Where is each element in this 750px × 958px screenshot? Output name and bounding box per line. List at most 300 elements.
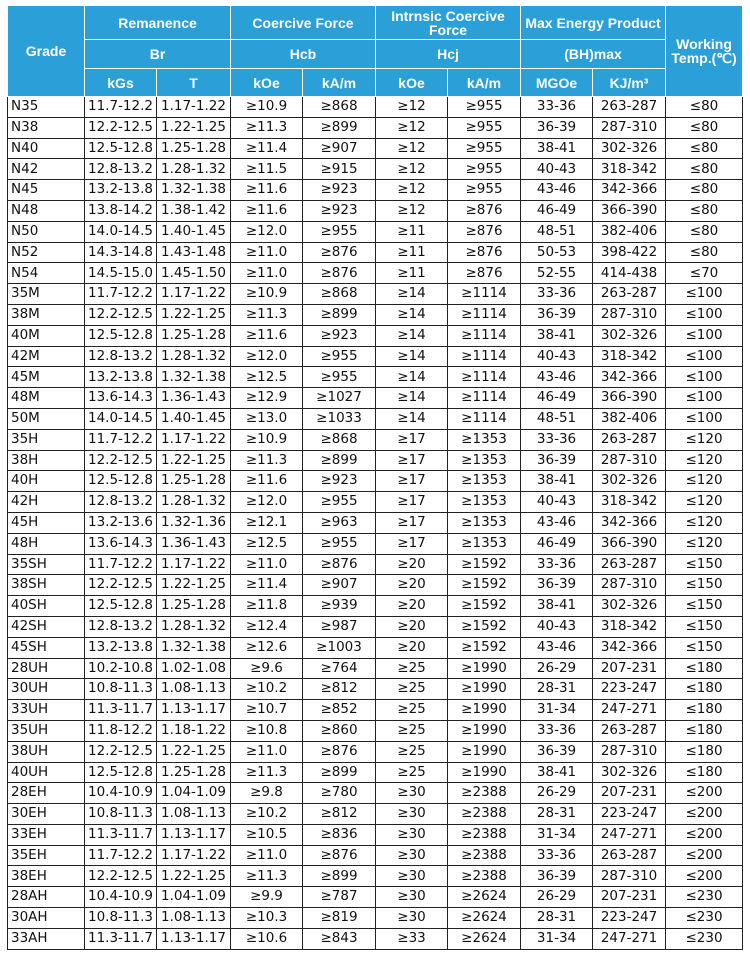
grade-cell: 33UH xyxy=(8,700,85,721)
grade-cell: 42M xyxy=(8,346,85,367)
hcj-kam-cell: ≥1990 xyxy=(448,762,521,783)
hcj-kam-cell: ≥2388 xyxy=(448,845,521,866)
br-kgs-cell: 10.8-11.3 xyxy=(85,908,157,929)
table-row xyxy=(8,596,743,617)
bhmax-kjm3-cell: 302-326 xyxy=(593,471,666,492)
br-t-cell: 1.13-1.17 xyxy=(157,824,231,845)
hcb-koe-cell: ≥12.4 xyxy=(231,616,303,637)
hcb-kam-cell: ≥955 xyxy=(303,533,376,554)
br-kgs-cell: 12.5-12.8 xyxy=(85,762,157,783)
grade-cell: 38M xyxy=(8,304,85,325)
hcj-kam-cell: ≥1353 xyxy=(448,492,521,513)
table-row xyxy=(8,824,743,845)
hcb-koe-cell: ≥10.5 xyxy=(231,824,303,845)
hcb-koe-cell: ≥10.3 xyxy=(231,908,303,929)
grade-cell: 42SH xyxy=(8,616,85,637)
br-kgs-cell: 14.0-14.5 xyxy=(85,221,157,242)
br-t-cell: 1.04-1.09 xyxy=(157,783,231,804)
br-t-cell: 1.32-1.36 xyxy=(157,512,231,533)
hcb-koe-cell: ≥12.9 xyxy=(231,388,303,409)
table-row xyxy=(8,866,743,887)
table-row xyxy=(8,637,743,658)
hcj-kam-cell: ≥2388 xyxy=(448,824,521,845)
hcj-kam-cell: ≥2388 xyxy=(448,804,521,825)
hcb-kam-cell: ≥843 xyxy=(303,928,376,949)
grade-cell: 38UH xyxy=(8,741,85,762)
bhmax-mgoe-cell: 31-34 xyxy=(521,700,593,721)
hcb-koe-cell: ≥11.0 xyxy=(231,242,303,263)
grade-cell: 35EH xyxy=(8,845,85,866)
bhmax-kjm3-cell: 207-231 xyxy=(593,658,666,679)
bhmax-kjm3-cell: 287-310 xyxy=(593,866,666,887)
hcb-koe-cell: ≥12.0 xyxy=(231,221,303,242)
br-t-cell: 1.36-1.43 xyxy=(157,533,231,554)
hcj-kam-cell: ≥1353 xyxy=(448,533,521,554)
working-temp-cell: ≤150 xyxy=(666,616,743,637)
bhmax-kjm3-cell: 342-366 xyxy=(593,367,666,388)
bhmax-mgoe-cell: 40-43 xyxy=(521,346,593,367)
bhmax-kjm3-cell: 263-287 xyxy=(593,554,666,575)
hcb-kam-cell: ≥939 xyxy=(303,596,376,617)
working-temp-cell: ≤80 xyxy=(666,242,743,263)
hcb-kam-cell: ≥899 xyxy=(303,762,376,783)
grade-cell: 30AH xyxy=(8,908,85,929)
hcj-kam-cell: ≥1990 xyxy=(448,679,521,700)
br-kgs-cell: 11.7-12.2 xyxy=(85,429,157,450)
br-t-cell: 1.25-1.28 xyxy=(157,471,231,492)
hcb-koe-cell: ≥11.0 xyxy=(231,554,303,575)
hcj-kam-cell: ≥876 xyxy=(448,263,521,284)
hcb-koe-cell: ≥12.1 xyxy=(231,512,303,533)
br-kgs-cell: 13.8-14.2 xyxy=(85,200,157,221)
hcj-kam-cell: ≥1592 xyxy=(448,616,521,637)
working-temp-cell: ≤230 xyxy=(666,928,743,949)
hcb-kam-cell: ≥780 xyxy=(303,783,376,804)
hcj-koe-cell: ≥25 xyxy=(376,658,448,679)
br-t-cell: 1.28-1.32 xyxy=(157,346,231,367)
max-energy-product-header: Max Energy Product xyxy=(521,6,666,40)
hcb-kam-cell: ≥868 xyxy=(303,97,376,118)
grade-cell: 38SH xyxy=(8,575,85,596)
table-row xyxy=(8,284,743,305)
hcj-koe-cell: ≥17 xyxy=(376,429,448,450)
hcb-symbol-header: Hcb xyxy=(231,40,376,69)
unit-header: MGOe xyxy=(521,69,593,97)
bhmax-kjm3-cell: 223-247 xyxy=(593,908,666,929)
bhmax-kjm3-cell: 247-271 xyxy=(593,824,666,845)
hcb-kam-cell: ≥923 xyxy=(303,180,376,201)
hcj-kam-cell: ≥1114 xyxy=(448,346,521,367)
br-t-cell: 1.17-1.22 xyxy=(157,554,231,575)
bhmax-mgoe-cell: 52-55 xyxy=(521,263,593,284)
bhmax-mgoe-cell: 28-31 xyxy=(521,908,593,929)
grade-cell: N50 xyxy=(8,221,85,242)
hcj-koe-cell: ≥25 xyxy=(376,720,448,741)
br-t-cell: 1.32-1.38 xyxy=(157,637,231,658)
hcb-kam-cell: ≥955 xyxy=(303,367,376,388)
br-t-cell: 1.25-1.28 xyxy=(157,596,231,617)
grade-header: Grade xyxy=(8,6,85,97)
bhmax-kjm3-cell: 342-366 xyxy=(593,180,666,201)
table-row xyxy=(8,554,743,575)
hcj-koe-cell: ≥30 xyxy=(376,908,448,929)
hcj-kam-cell: ≥955 xyxy=(448,159,521,180)
table-row xyxy=(8,575,743,596)
hcj-kam-cell: ≥1592 xyxy=(448,554,521,575)
hcj-koe-cell: ≥30 xyxy=(376,824,448,845)
working-temp-cell: ≤80 xyxy=(666,117,743,138)
br-kgs-cell: 11.7-12.2 xyxy=(85,284,157,305)
hcb-kam-cell: ≥860 xyxy=(303,720,376,741)
unit-header: kOe xyxy=(376,69,448,97)
hcj-kam-cell: ≥2388 xyxy=(448,866,521,887)
bhmax-mgoe-cell: 38-41 xyxy=(521,138,593,159)
grade-cell: 28AH xyxy=(8,887,85,908)
hcj-kam-cell: ≥955 xyxy=(448,97,521,118)
working-temp-cell: ≤80 xyxy=(666,180,743,201)
br-t-cell: 1.22-1.25 xyxy=(157,117,231,138)
table-row xyxy=(8,658,743,679)
br-kgs-cell: 12.5-12.8 xyxy=(85,596,157,617)
hcj-koe-cell: ≥17 xyxy=(376,512,448,533)
br-kgs-cell: 12.5-12.8 xyxy=(85,138,157,159)
bhmax-kjm3-cell: 302-326 xyxy=(593,325,666,346)
magnet-grade-table xyxy=(7,5,743,950)
bhmax-mgoe-cell: 36-39 xyxy=(521,866,593,887)
hcb-kam-cell: ≥923 xyxy=(303,200,376,221)
bhmax-mgoe-cell: 48-51 xyxy=(521,221,593,242)
working-temp-cell: ≤120 xyxy=(666,450,743,471)
working-temp-cell: ≤100 xyxy=(666,408,743,429)
table-row xyxy=(8,117,743,138)
working-temp-cell: ≤100 xyxy=(666,367,743,388)
hcj-koe-cell: ≥17 xyxy=(376,533,448,554)
working-temp-cell: ≤230 xyxy=(666,887,743,908)
hcj-kam-cell: ≥2624 xyxy=(448,908,521,929)
table-row xyxy=(8,783,743,804)
table-row xyxy=(8,720,743,741)
hcj-kam-cell: ≥1592 xyxy=(448,575,521,596)
bhmax-mgoe-cell: 43-46 xyxy=(521,637,593,658)
hcb-kam-cell: ≥923 xyxy=(303,471,376,492)
header-row-titles xyxy=(8,6,743,40)
unit-header: kA/m xyxy=(448,69,521,97)
hcj-kam-cell: ≥1592 xyxy=(448,637,521,658)
br-kgs-cell: 11.7-12.2 xyxy=(85,97,157,118)
hcb-koe-cell: ≥13.0 xyxy=(231,408,303,429)
working-temp-cell: ≤120 xyxy=(666,533,743,554)
br-kgs-cell: 12.2-12.5 xyxy=(85,866,157,887)
bhmax-kjm3-cell: 247-271 xyxy=(593,928,666,949)
bhmax-mgoe-cell: 28-31 xyxy=(521,804,593,825)
bhmax-mgoe-cell: 38-41 xyxy=(521,325,593,346)
working-temp-cell: ≤180 xyxy=(666,720,743,741)
hcb-koe-cell: ≥9.8 xyxy=(231,783,303,804)
bhmax-mgoe-cell: 46-49 xyxy=(521,533,593,554)
table-row xyxy=(8,242,743,263)
br-t-cell: 1.13-1.17 xyxy=(157,928,231,949)
hcb-koe-cell: ≥12.5 xyxy=(231,533,303,554)
working-temp-cell: ≤180 xyxy=(666,762,743,783)
br-kgs-cell: 10.4-10.9 xyxy=(85,887,157,908)
hcj-koe-cell: ≥20 xyxy=(376,596,448,617)
hcj-koe-cell: ≥30 xyxy=(376,866,448,887)
table-row xyxy=(8,700,743,721)
table-row xyxy=(8,887,743,908)
hcb-kam-cell: ≥812 xyxy=(303,804,376,825)
bhmax-mgoe-cell: 36-39 xyxy=(521,741,593,762)
hcb-koe-cell: ≥11.4 xyxy=(231,575,303,596)
working-temp-cell: ≤200 xyxy=(666,804,743,825)
br-t-cell: 1.08-1.13 xyxy=(157,679,231,700)
bhmax-mgoe-cell: 40-43 xyxy=(521,159,593,180)
grade-cell: 38EH xyxy=(8,866,85,887)
hcb-koe-cell: ≥12.0 xyxy=(231,346,303,367)
grade-cell: N38 xyxy=(8,117,85,138)
bhmax-mgoe-cell: 33-36 xyxy=(521,97,593,118)
grade-cell: 40UH xyxy=(8,762,85,783)
grade-cell: 42H xyxy=(8,492,85,513)
hcj-kam-cell: ≥1990 xyxy=(448,720,521,741)
bhmax-mgoe-cell: 36-39 xyxy=(521,575,593,596)
br-kgs-cell: 13.2-13.8 xyxy=(85,637,157,658)
br-t-cell: 1.18-1.22 xyxy=(157,720,231,741)
br-kgs-cell: 12.8-13.2 xyxy=(85,616,157,637)
bhmax-mgoe-cell: 43-46 xyxy=(521,367,593,388)
working-temp-cell: ≤120 xyxy=(666,492,743,513)
bhmax-kjm3-cell: 287-310 xyxy=(593,575,666,596)
table-row xyxy=(8,325,743,346)
hcb-koe-cell: ≥11.3 xyxy=(231,450,303,471)
br-kgs-cell: 11.3-11.7 xyxy=(85,824,157,845)
working-temp-cell: ≤100 xyxy=(666,325,743,346)
hcb-kam-cell: ≥812 xyxy=(303,679,376,700)
bhmax-mgoe-cell: 43-46 xyxy=(521,180,593,201)
br-kgs-cell: 10.4-10.9 xyxy=(85,783,157,804)
hcj-koe-cell: ≥12 xyxy=(376,97,448,118)
working-temp-cell: ≤100 xyxy=(666,346,743,367)
hcj-koe-cell: ≥14 xyxy=(376,325,448,346)
hcj-koe-cell: ≥20 xyxy=(376,575,448,596)
hcj-koe-cell: ≥14 xyxy=(376,367,448,388)
br-t-cell: 1.28-1.32 xyxy=(157,616,231,637)
table-row xyxy=(8,908,743,929)
bhmax-kjm3-cell: 382-406 xyxy=(593,221,666,242)
bhmax-kjm3-cell: 366-390 xyxy=(593,533,666,554)
unit-header: kOe xyxy=(231,69,303,97)
hcb-koe-cell: ≥11.0 xyxy=(231,845,303,866)
hcj-koe-cell: ≥14 xyxy=(376,346,448,367)
bhmax-mgoe-cell: 33-36 xyxy=(521,845,593,866)
hcb-koe-cell: ≥10.2 xyxy=(231,679,303,700)
table-row xyxy=(8,845,743,866)
hcj-kam-cell: ≥2624 xyxy=(448,887,521,908)
bhmax-mgoe-cell: 36-39 xyxy=(521,117,593,138)
bhmax-mgoe-cell: 38-41 xyxy=(521,596,593,617)
bhmax-kjm3-cell: 318-342 xyxy=(593,346,666,367)
hcj-koe-cell: ≥12 xyxy=(376,138,448,159)
hcb-kam-cell: ≥764 xyxy=(303,658,376,679)
hcj-kam-cell: ≥1990 xyxy=(448,658,521,679)
table-row xyxy=(8,388,743,409)
working-temp-cell: ≤200 xyxy=(666,783,743,804)
grade-cell: N52 xyxy=(8,242,85,263)
bhmax-kjm3-cell: 366-390 xyxy=(593,388,666,409)
br-t-cell: 1.17-1.22 xyxy=(157,97,231,118)
hcj-koe-cell: ≥25 xyxy=(376,700,448,721)
working-temp-cell: ≤150 xyxy=(666,575,743,596)
hcj-kam-cell: ≥1114 xyxy=(448,367,521,388)
br-t-cell: 1.38-1.42 xyxy=(157,200,231,221)
bhmax-mgoe-cell: 33-36 xyxy=(521,554,593,575)
hcb-kam-cell: ≥1027 xyxy=(303,388,376,409)
table-row xyxy=(8,408,743,429)
hcb-kam-cell: ≥923 xyxy=(303,325,376,346)
bhmax-kjm3-cell: 207-231 xyxy=(593,887,666,908)
unit-header: T xyxy=(157,69,231,97)
table-row xyxy=(8,741,743,762)
br-kgs-cell: 12.2-12.5 xyxy=(85,117,157,138)
hcb-koe-cell: ≥11.0 xyxy=(231,741,303,762)
table-row xyxy=(8,804,743,825)
unit-header: KJ/m³ xyxy=(593,69,666,97)
grade-cell: 35UH xyxy=(8,720,85,741)
table-row xyxy=(8,221,743,242)
hcj-koe-cell: ≥30 xyxy=(376,804,448,825)
working-temp-cell: ≤120 xyxy=(666,512,743,533)
br-kgs-cell: 13.6-14.3 xyxy=(85,388,157,409)
hcj-kam-cell: ≥1114 xyxy=(448,388,521,409)
bhmax-kjm3-cell: 318-342 xyxy=(593,492,666,513)
bhmax-mgoe-cell: 31-34 xyxy=(521,824,593,845)
grade-cell: 48M xyxy=(8,388,85,409)
hcj-kam-cell: ≥876 xyxy=(448,200,521,221)
br-t-cell: 1.32-1.38 xyxy=(157,180,231,201)
hcb-kam-cell: ≥1033 xyxy=(303,408,376,429)
working-temp-cell: ≤200 xyxy=(666,845,743,866)
hcb-koe-cell: ≥11.6 xyxy=(231,325,303,346)
br-t-cell: 1.28-1.32 xyxy=(157,159,231,180)
bhmax-kjm3-cell: 302-326 xyxy=(593,138,666,159)
br-kgs-cell: 13.2-13.8 xyxy=(85,180,157,201)
grade-cell: N48 xyxy=(8,200,85,221)
hcj-koe-cell: ≥20 xyxy=(376,554,448,575)
working-temp-cell: ≤80 xyxy=(666,221,743,242)
hcb-kam-cell: ≥915 xyxy=(303,159,376,180)
intrinsic-coercive-force-header: Intrnsic Coercive Force xyxy=(376,6,521,40)
br-t-cell: 1.02-1.08 xyxy=(157,658,231,679)
br-t-cell: 1.08-1.13 xyxy=(157,908,231,929)
working-temp-cell: ≤180 xyxy=(666,700,743,721)
table-row xyxy=(8,616,743,637)
working-temp-cell: ≤100 xyxy=(666,304,743,325)
table-body xyxy=(8,97,743,950)
grade-cell: 33AH xyxy=(8,928,85,949)
bhmax-kjm3-cell: 287-310 xyxy=(593,741,666,762)
hcb-kam-cell: ≥899 xyxy=(303,866,376,887)
bhmax-mgoe-cell: 33-36 xyxy=(521,429,593,450)
header-row-units xyxy=(8,69,743,97)
hcb-koe-cell: ≥11.3 xyxy=(231,866,303,887)
br-kgs-cell: 12.8-13.2 xyxy=(85,346,157,367)
hcj-kam-cell: ≥955 xyxy=(448,180,521,201)
hcj-koe-cell: ≥12 xyxy=(376,180,448,201)
bhmax-kjm3-cell: 287-310 xyxy=(593,117,666,138)
grade-cell: N42 xyxy=(8,159,85,180)
hcj-symbol-header: Hcj xyxy=(376,40,521,69)
hcj-koe-cell: ≥14 xyxy=(376,284,448,305)
hcb-koe-cell: ≥12.5 xyxy=(231,367,303,388)
table-row xyxy=(8,679,743,700)
table-row xyxy=(8,367,743,388)
hcb-koe-cell: ≥11.6 xyxy=(231,180,303,201)
hcb-koe-cell: ≥11.6 xyxy=(231,471,303,492)
grade-cell: N45 xyxy=(8,180,85,201)
bhmax-mgoe-cell: 26-29 xyxy=(521,887,593,908)
grade-cell: 50M xyxy=(8,408,85,429)
bhmax-mgoe-cell: 36-39 xyxy=(521,304,593,325)
hcb-koe-cell: ≥11.3 xyxy=(231,117,303,138)
bhmax-mgoe-cell: 40-43 xyxy=(521,492,593,513)
bhmax-mgoe-cell: 46-49 xyxy=(521,200,593,221)
hcj-koe-cell: ≥17 xyxy=(376,450,448,471)
bhmax-kjm3-cell: 414-438 xyxy=(593,263,666,284)
bhmax-kjm3-cell: 207-231 xyxy=(593,783,666,804)
grade-cell: 28UH xyxy=(8,658,85,679)
hcb-kam-cell: ≥787 xyxy=(303,887,376,908)
bhmax-kjm3-cell: 263-287 xyxy=(593,720,666,741)
br-kgs-cell: 10.2-10.8 xyxy=(85,658,157,679)
hcj-kam-cell: ≥1353 xyxy=(448,450,521,471)
hcj-kam-cell: ≥1114 xyxy=(448,325,521,346)
hcb-koe-cell: ≥10.9 xyxy=(231,429,303,450)
br-kgs-cell: 14.5-15.0 xyxy=(85,263,157,284)
bhmax-kjm3-cell: 318-342 xyxy=(593,616,666,637)
br-t-cell: 1.08-1.13 xyxy=(157,804,231,825)
hcb-koe-cell: ≥10.2 xyxy=(231,804,303,825)
bhmax-mgoe-cell: 31-34 xyxy=(521,928,593,949)
hcb-koe-cell: ≥9.9 xyxy=(231,887,303,908)
working-temp-cell: ≤80 xyxy=(666,138,743,159)
table-row xyxy=(8,97,743,118)
table-row xyxy=(8,450,743,471)
bhmax-mgoe-cell: 33-36 xyxy=(521,720,593,741)
hcj-koe-cell: ≥11 xyxy=(376,221,448,242)
br-kgs-cell: 11.3-11.7 xyxy=(85,700,157,721)
hcb-kam-cell: ≥963 xyxy=(303,512,376,533)
br-t-cell: 1.32-1.38 xyxy=(157,367,231,388)
table-row xyxy=(8,533,743,554)
working-temp-cell: ≤230 xyxy=(666,908,743,929)
br-kgs-cell: 10.8-11.3 xyxy=(85,804,157,825)
grade-cell: 28EH xyxy=(8,783,85,804)
hcb-koe-cell: ≥11.4 xyxy=(231,138,303,159)
hcb-kam-cell: ≥852 xyxy=(303,700,376,721)
hcj-koe-cell: ≥11 xyxy=(376,242,448,263)
br-t-cell: 1.40-1.45 xyxy=(157,408,231,429)
hcb-kam-cell: ≥876 xyxy=(303,554,376,575)
working-temp-cell: ≤100 xyxy=(666,284,743,305)
working-temp-cell: ≤100 xyxy=(666,388,743,409)
grade-cell: 35SH xyxy=(8,554,85,575)
hcb-kam-cell: ≥876 xyxy=(303,845,376,866)
bhmax-mgoe-cell: 36-39 xyxy=(521,450,593,471)
bhmax-kjm3-cell: 342-366 xyxy=(593,637,666,658)
hcb-kam-cell: ≥876 xyxy=(303,263,376,284)
br-kgs-cell: 12.2-12.5 xyxy=(85,575,157,596)
hcj-kam-cell: ≥2624 xyxy=(448,928,521,949)
hcj-kam-cell: ≥1353 xyxy=(448,512,521,533)
